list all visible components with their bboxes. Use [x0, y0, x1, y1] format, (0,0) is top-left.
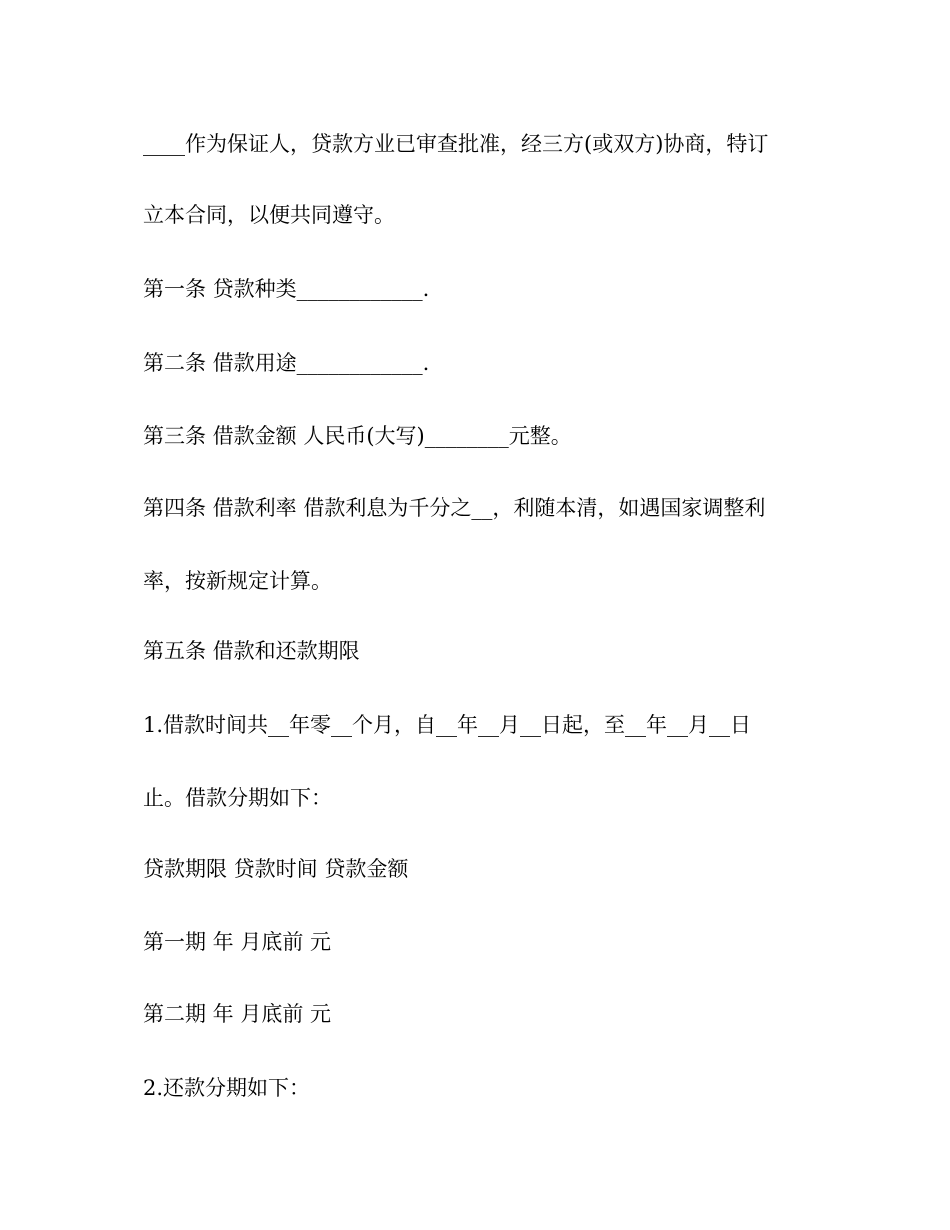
article-5-heading: 第五条 借款和还款期限 [143, 639, 360, 663]
article-5-clause-2: 2.还款分期如下： [143, 1076, 311, 1100]
article-4-interest-rate-line-1: 第四条 借款利率 借款利息为千分之__，利随本清，如遇国家调整利 [143, 496, 766, 520]
article-5-clause-1-line-2: 止。借款分期如下： [143, 786, 332, 810]
loan-schedule-row-1: 第一期 年 月底前 元 [143, 930, 332, 954]
preamble-line-2: 立本合同，以便共同遵守。 [143, 203, 395, 227]
article-5-clause-1-line-1: 1.借款时间共__年零__个月，自__年__月__日起，至__年__月__日 [143, 713, 752, 737]
article-4-interest-rate-line-2: 率，按新规定计算。 [143, 569, 332, 593]
article-3-loan-amount: 第三条 借款金额 人民币(大写)________元整。 [143, 424, 572, 448]
loan-schedule-header: 贷款期限 贷款时间 贷款金额 [143, 857, 409, 881]
article-2-loan-purpose: 第二条 借款用途____________. [143, 351, 430, 375]
article-1-loan-type: 第一条 贷款种类____________. [143, 277, 430, 301]
loan-schedule-row-2: 第二期 年 月底前 元 [143, 1002, 332, 1026]
preamble-line-1: ____作为保证人，贷款方业已审查批准，经三方(或双方)协商，特订 [143, 132, 769, 156]
